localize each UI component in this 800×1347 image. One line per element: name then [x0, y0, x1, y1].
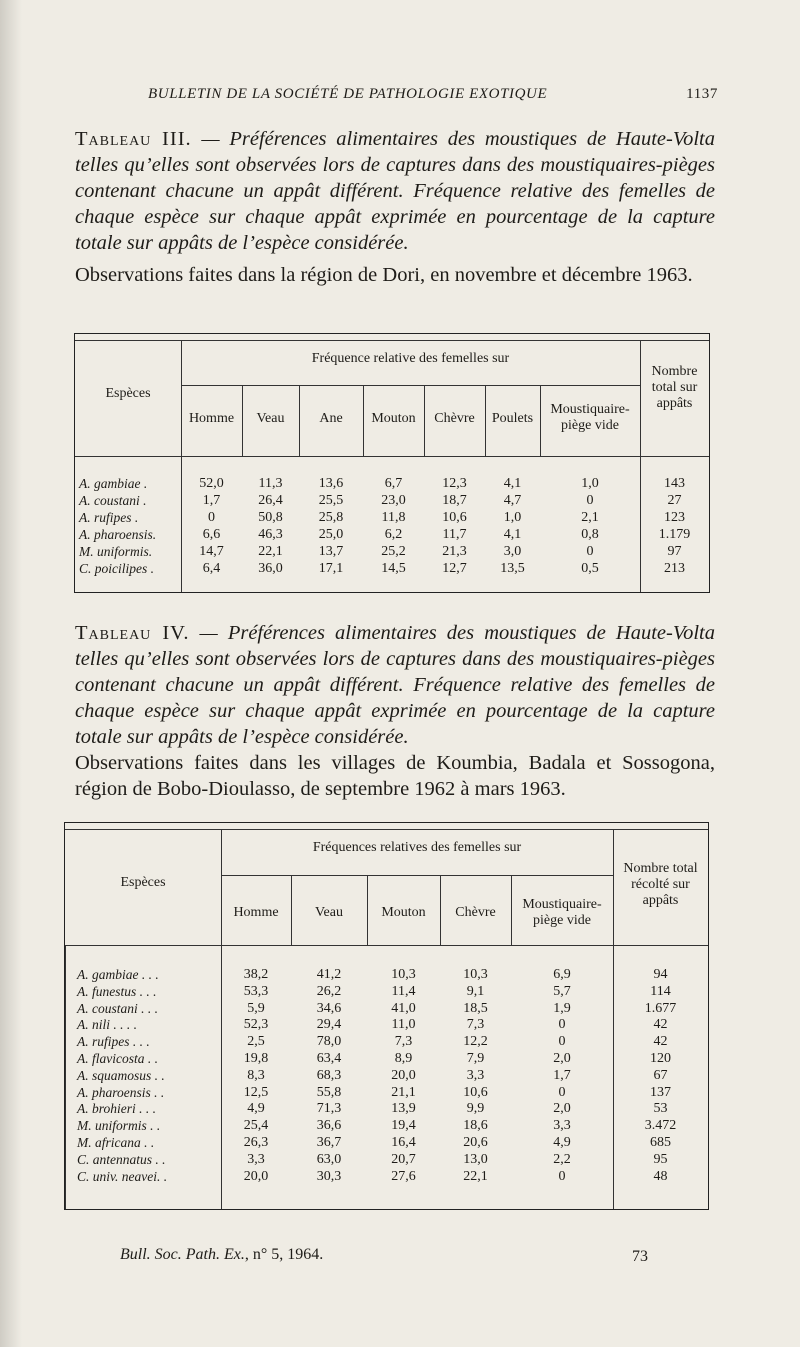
table-cell: 10,6 — [442, 510, 467, 525]
table3-col-header: Chèvre — [434, 411, 475, 426]
species-name: A. rufipes . . . — [77, 1034, 150, 1050]
table-cell: 18,5 — [463, 1000, 488, 1016]
table-total-cell: 42 — [653, 1034, 668, 1050]
table-cell: 0 — [208, 510, 215, 525]
species-name: A. pharoensis . . — [77, 1084, 165, 1100]
species-name: C. poicilipes . — [79, 561, 154, 576]
table-cell: 41,0 — [391, 1000, 416, 1016]
table4-col-species: Espèces — [120, 875, 166, 890]
table-cell: 4,9 — [553, 1135, 571, 1150]
table3-caption — [75, 126, 715, 256]
table-total-cell: 685 — [650, 1135, 671, 1150]
citation-journal: Bull. Soc. Path. Ex. — [120, 1246, 245, 1263]
table-cell: 12,5 — [243, 1084, 269, 1100]
table-cell: 6,9 — [553, 967, 571, 982]
table-cell: 71,3 — [316, 1101, 342, 1117]
table-total-cell: 27 — [667, 493, 682, 508]
table-cell: 20,7 — [391, 1151, 416, 1167]
table4-col-header: Moustiquaire-piège vide — [522, 897, 602, 928]
table-cell: 5,9 — [247, 1000, 265, 1016]
table-cell: 23,0 — [381, 493, 406, 508]
page-edge-shadow — [0, 0, 22, 1347]
table-cell: 1,7 — [553, 1067, 571, 1083]
table-cell: 14,5 — [381, 561, 406, 576]
table-cell: 7,3 — [466, 1017, 485, 1033]
table-cell: 6,6 — [202, 527, 221, 542]
table-cell: 2,2 — [553, 1151, 571, 1167]
table-cell: 20,6 — [463, 1135, 488, 1150]
table-cell: 12,3 — [442, 476, 467, 491]
table-cell: 0,8 — [581, 527, 599, 542]
table4-col-header: Veau — [315, 905, 343, 920]
table-total-cell: 94 — [653, 967, 668, 982]
page-number: 1137 — [686, 86, 718, 102]
table4-group-header: Fréquences relatives des femelles sur — [312, 840, 522, 855]
table-cell: 14,7 — [199, 544, 224, 559]
table-cell: 25,0 — [318, 527, 344, 542]
table-cell: 2,5 — [247, 1034, 265, 1050]
table4-col-header: Mouton — [381, 905, 426, 920]
table-total-cell: 53 — [653, 1101, 668, 1117]
table-cell: 1,0 — [581, 476, 599, 491]
table3-col-header: Poulets — [491, 411, 534, 426]
table-total-cell: 3.472 — [644, 1118, 677, 1134]
table3-observation: Observations faites dans la région de Dori, en novembre et décembre 1963. — [75, 264, 693, 286]
table-cell: 50,8 — [258, 510, 283, 525]
table-cell: 13,6 — [318, 476, 344, 491]
table4-col-header: Homme — [233, 905, 279, 920]
table4-caption — [75, 620, 715, 750]
table-total-cell: 213 — [664, 561, 685, 576]
table-cell: 19,4 — [391, 1118, 416, 1134]
species-name: M. africana . . — [77, 1135, 155, 1150]
table-cell: 0 — [558, 1168, 566, 1184]
table-cell: 2,0 — [553, 1101, 571, 1117]
table3-col-header: Ane — [319, 411, 343, 426]
table3-col-header: Moustiquaire-piège vide — [550, 402, 630, 433]
table-cell: 6,4 — [202, 561, 221, 576]
table-cell: 36,7 — [316, 1135, 342, 1150]
table-cell: 36,0 — [258, 561, 283, 576]
table-cell: 8,3 — [247, 1067, 265, 1083]
table-cell: 11,7 — [442, 527, 467, 542]
table-cell: 11,3 — [258, 476, 283, 491]
table-cell: 52,0 — [199, 476, 224, 491]
table-cell: 3,3 — [247, 1151, 265, 1167]
table-total-cell: 1.179 — [658, 527, 691, 542]
table-cell: 11,0 — [391, 1017, 416, 1033]
table3-group-header: Fréquence relative des femelles sur — [311, 351, 510, 366]
footer-page-number: 73 — [632, 1248, 648, 1265]
table-total-cell: 42 — [653, 1017, 668, 1033]
table-cell: 63,0 — [316, 1151, 342, 1167]
table-cell: 10,3 — [463, 967, 488, 982]
table-cell: 30,3 — [316, 1168, 342, 1184]
table-cell: 3,3 — [466, 1067, 485, 1083]
table4-observation: Observations faites dans les villages de Koumbia, Badala et Sossogona, région de Bobo-Dioulasso, de septembre 1962 à mars 1963. — [75, 752, 715, 800]
table-cell: 13,0 — [463, 1151, 488, 1167]
table3-col-header: Mouton — [371, 411, 416, 426]
table-cell: 4,1 — [503, 476, 522, 491]
table-cell: 6,7 — [384, 476, 403, 491]
table3-col-total: Nombre total sur appâts — [651, 364, 698, 411]
table4-col-total: Nombre total récolté sur appâts — [623, 861, 698, 908]
species-name: A. rufipes . — [79, 510, 139, 525]
species-name: A. gambiae . — [79, 476, 148, 491]
species-name: M. uniformis. — [79, 544, 153, 559]
table-total-cell: 137 — [650, 1084, 671, 1100]
table-cell: 22,1 — [463, 1168, 488, 1184]
table-cell: 36,6 — [316, 1118, 342, 1134]
table4-col-header: Chèvre — [455, 905, 496, 920]
table-cell: 2,0 — [553, 1051, 571, 1066]
table-cell: 17,1 — [318, 561, 344, 576]
table-cell: 3,0 — [503, 544, 522, 559]
table-cell: 11,8 — [381, 510, 406, 525]
table-total-cell: 123 — [664, 510, 685, 525]
species-name: A. squamosus . . — [77, 1067, 165, 1083]
table-cell: 1,9 — [553, 1000, 571, 1016]
table-cell: 25,4 — [243, 1118, 269, 1134]
table-total-cell: 114 — [650, 983, 671, 999]
table-cell: 1,0 — [503, 510, 522, 525]
table-cell: 29,4 — [316, 1017, 342, 1033]
table-total-cell: 67 — [653, 1067, 668, 1083]
table-cell: 13,9 — [391, 1101, 416, 1117]
table-cell: 38,2 — [243, 967, 269, 982]
table-cell: 9,1 — [466, 983, 485, 999]
table-cell: 22,1 — [258, 544, 283, 559]
table-cell: 27,6 — [391, 1168, 416, 1184]
table-cell: 20,0 — [391, 1067, 416, 1083]
table-cell: 68,3 — [316, 1067, 342, 1083]
table-cell: 2,1 — [581, 510, 599, 525]
table-cell: 46,3 — [258, 527, 283, 542]
table-cell: 25,5 — [318, 493, 344, 508]
table-cell: 63,4 — [316, 1051, 342, 1066]
table-cell: 25,8 — [318, 510, 344, 525]
table-cell: 12,2 — [463, 1034, 488, 1050]
table-cell: 34,6 — [316, 1000, 342, 1016]
table-cell: 4,7 — [503, 493, 522, 508]
table-cell: 4,1 — [503, 527, 522, 542]
table-cell: 3,3 — [553, 1118, 571, 1134]
table-cell: 26,4 — [258, 493, 283, 508]
species-name: A. coustani . — [79, 493, 147, 508]
table-total-cell: 48 — [653, 1168, 668, 1184]
table3-label: Tableau III. — [75, 128, 192, 150]
table-cell: 8,9 — [394, 1051, 413, 1066]
citation-footer — [120, 1246, 323, 1264]
table-cell: 10,6 — [463, 1084, 488, 1100]
species-name: M. uniformis . . — [77, 1118, 161, 1134]
table3 — [74, 333, 710, 593]
table-cell: 41,2 — [316, 967, 342, 982]
table-total-cell: 143 — [664, 476, 685, 491]
table-cell: 12,7 — [442, 561, 467, 576]
table-cell: 5,7 — [553, 983, 571, 999]
species-name: A. gambiae . . . — [77, 967, 159, 982]
table-cell: 21,1 — [391, 1084, 416, 1100]
table-cell: 16,4 — [391, 1135, 416, 1150]
table-cell: 18,7 — [442, 493, 467, 508]
table-cell: 0,5 — [581, 561, 599, 576]
table-cell: 11,4 — [391, 983, 416, 999]
table-total-cell: 95 — [653, 1151, 668, 1167]
table-cell: 53,3 — [243, 983, 269, 999]
journal-title: BULLETIN DE LA SOCIÉTÉ DE PATHOLOGIE EXOTIQUE — [148, 86, 548, 102]
species-name: A. funestus . . . — [77, 983, 157, 999]
table-cell: 0 — [558, 1034, 566, 1050]
table3-col-species: Espèces — [105, 386, 151, 401]
table4-label: Tableau IV. — [75, 622, 190, 644]
table-cell: 0 — [586, 544, 594, 559]
table-cell: 1,7 — [202, 493, 221, 508]
table-cell: 0 — [558, 1084, 566, 1100]
table-cell: 19,8 — [243, 1051, 269, 1066]
table-cell: 18,6 — [463, 1118, 488, 1134]
species-name: A. flavicosta . . — [77, 1051, 158, 1066]
species-name: A. coustani . . . — [77, 1000, 158, 1016]
table3-caption-text: — Préférences alimentaires des moustiques de Haute-Volta telles qu’elles sont observées lors de captures dans des moustiquaires-pièges contenant chacune un appât différent. Fréquence relative des femelles de chaque espèce sur chaque appât exprimée en pourcentage de la capture totale sur appâts de l’espèce considérée. — [75, 128, 715, 254]
table-cell: 13,5 — [500, 561, 525, 576]
table-cell: 0 — [558, 1017, 566, 1033]
table-cell: 4,9 — [247, 1101, 265, 1117]
species-name: C. univ. neavei. . — [77, 1168, 168, 1184]
table-cell: 25,2 — [381, 544, 406, 559]
species-name: C. antennatus . . — [77, 1151, 166, 1167]
table4 — [64, 822, 709, 1210]
citation-rest: , n° 5, 1964. — [244, 1246, 324, 1263]
table-cell: 21,3 — [442, 544, 467, 559]
species-name: A. pharoensis. — [79, 527, 157, 542]
species-name: A. brohieri . . . — [77, 1101, 156, 1117]
table-cell: 0 — [586, 493, 594, 508]
species-name: A. nili . . . . — [77, 1017, 137, 1033]
table-cell: 9,9 — [466, 1101, 485, 1117]
table-total-cell: 1.677 — [644, 1000, 677, 1016]
table-cell: 13,7 — [318, 544, 344, 559]
table-cell: 52,3 — [243, 1017, 269, 1033]
table-cell: 6,2 — [384, 527, 403, 542]
table-cell: 10,3 — [391, 967, 416, 982]
table4-caption-text: — Préférences alimentaires des moustiques de Haute-Volta telles qu’elles sont observées lors de captures dans des moustiquaires-pièges contenant chacune un appât différent. Fréquence relative des femelles de chaque espèce sur chaque appât exprimée en pourcentage de la capture totale sur appâts de l’espèce considérée. — [75, 622, 715, 748]
table-cell: 55,8 — [316, 1084, 342, 1100]
table-total-cell: 97 — [667, 544, 682, 559]
table-cell: 7,3 — [394, 1034, 413, 1050]
table-cell: 26,2 — [316, 983, 342, 999]
table-cell: 78,0 — [316, 1034, 342, 1050]
table-cell: 7,9 — [466, 1051, 485, 1066]
table3-col-header: Veau — [256, 411, 285, 426]
table3-col-header: Homme — [188, 411, 235, 426]
table-cell: 26,3 — [243, 1135, 269, 1150]
table-cell: 20,0 — [243, 1168, 269, 1184]
table-total-cell: 120 — [650, 1051, 671, 1066]
